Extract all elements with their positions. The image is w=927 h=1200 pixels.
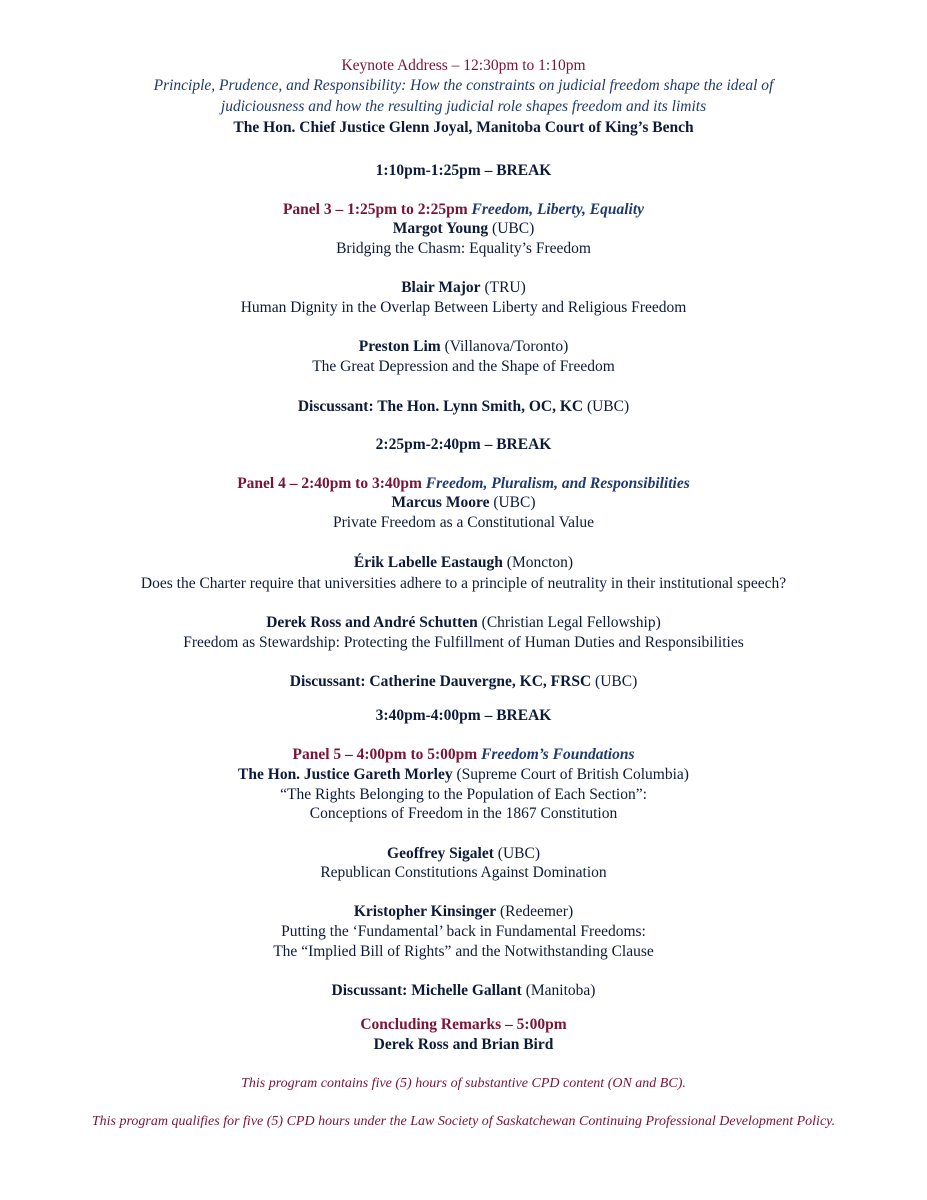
speaker-affiliation: (UBC) [497, 845, 540, 862]
panel4-talk-title-3: Freedom as Stewardship: Protecting the Fulfillment of Human Duties and Responsibilities [183, 634, 744, 651]
panel3-speaker-1 [0, 219, 927, 238]
panel5-talk-title-1b: Conceptions of Freedom in the 1867 Constitution [309, 805, 618, 822]
panel4-speaker-1 [0, 493, 927, 512]
panel5-theme: Freedom’s Foundations [481, 746, 635, 763]
speaker-affiliation: (Supreme Court of British Columbia) [456, 766, 689, 783]
keynote-speaker: The Hon. Chief Justice Glenn Joyal, Manitoba Court of King’s Bench [233, 119, 694, 136]
discussant-affiliation: (UBC) [595, 673, 638, 690]
panel5-talk-title-3a: Putting the ‘Fundamental’ back in Fundamental Freedoms: [281, 923, 646, 940]
panel4-heading: Panel 4 – 2:40pm to 3:40pm [237, 475, 422, 492]
keynote-title-line2: judiciousness and how the resulting judicial role shapes freedom and its limits [220, 98, 707, 115]
panel5-talk-title-3b: The “Implied Bill of Rights” and the Notwithstanding Clause [273, 943, 654, 960]
speaker-name: Margot Young [392, 220, 489, 237]
speaker-affiliation: (TRU) [484, 279, 526, 296]
concluding-heading: Concluding Remarks – 5:00pm [360, 1016, 567, 1033]
speaker-affiliation: (Moncton) [506, 554, 574, 571]
panel4-speaker-2 [0, 553, 927, 572]
panel3-talk-title-1: Bridging the Chasm: Equality’s Freedom [336, 240, 591, 257]
speaker-name: Érik Labelle Eastaugh [353, 554, 503, 571]
break-1: 1:10pm-1:25pm – BREAK [375, 162, 552, 179]
panel3-speaker-3 [0, 337, 927, 356]
panel4-theme: Freedom, Pluralism, and Responsibilities [425, 475, 690, 492]
cpd-note-on-bc: This program contains five (5) hours of substantive CPD content (ON and BC). [241, 1076, 686, 1091]
panel3-heading: Panel 3 – 1:25pm to 2:25pm [282, 201, 468, 218]
panel5-speaker-2 [0, 844, 927, 863]
discussant-affiliation: (UBC) [586, 398, 630, 415]
panel5-speaker-1 [0, 765, 927, 784]
speaker-affiliation: (UBC) [493, 494, 536, 511]
cpd-note-sk: This program qualifies for five (5) CPD hours under the Law Society of Saskatchewan Continuing Professional Development Policy. [91, 1114, 836, 1129]
speaker-affiliation: (Redeemer) [499, 903, 574, 920]
break-2: 2:25pm-2:40pm – BREAK [375, 436, 552, 453]
speaker-name: Kristopher Kinsinger [353, 903, 497, 920]
speaker-affiliation: (Christian Legal Fellowship) [481, 614, 661, 631]
panel5-discussant [0, 981, 927, 1000]
speaker-name: Marcus Moore [391, 494, 490, 511]
break-3: 3:40pm-4:00pm – BREAK [375, 707, 552, 724]
speaker-name: Preston Lim [358, 338, 441, 355]
speaker-name: Blair Major [401, 279, 481, 296]
panel4-talk-title-1: Private Freedom as a Constitutional Value [332, 514, 595, 531]
panel4-talk-title-2: Does the Charter require that universities adhere to a principle of neutrality in their institutional speech? [140, 575, 787, 592]
panel5-talk-title-1a: “The Rights Belonging to the Population of Each Section”: [280, 786, 647, 803]
panel5-speaker-3 [0, 902, 927, 921]
panel5-talk-title-2: Republican Constitutions Against Domination [320, 864, 607, 881]
panel4-header [0, 474, 927, 493]
speaker-affiliation: (UBC) [492, 220, 535, 237]
panel3-header [0, 200, 927, 219]
discussant-label: Discussant: Michelle Gallant [331, 982, 522, 999]
panel3-speaker-2 [0, 278, 927, 297]
speaker-name: Derek Ross and André Schutten [266, 614, 478, 631]
keynote-title-line1: Principle, Prudence, and Responsibility: How the constraints on judicial freedom shape the ideal of [153, 77, 774, 94]
panel4-speaker-3 [0, 613, 927, 632]
panel3-talk-title-2: Human Dignity in the Overlap Between Liberty and Religious Freedom [240, 299, 687, 316]
keynote-heading: Keynote Address – 12:30pm to 1:10pm [341, 57, 586, 74]
speaker-name: Geoffrey Sigalet [387, 845, 494, 862]
panel3-theme: Freedom, Liberty, Equality [471, 201, 645, 218]
concluding-speakers: Derek Ross and Brian Bird [373, 1036, 554, 1053]
speaker-affiliation: (Villanova/Toronto) [444, 338, 569, 355]
speaker-name: The Hon. Justice Gareth Morley [238, 766, 453, 783]
panel5-header [0, 745, 927, 764]
discussant-label: Discussant: The Hon. Lynn Smith, OC, KC [297, 398, 584, 415]
panel4-discussant [0, 672, 927, 691]
panel3-talk-title-3: The Great Depression and the Shape of Freedom [312, 358, 615, 375]
panel5-heading: Panel 5 – 4:00pm to 5:00pm [292, 746, 478, 763]
discussant-affiliation: (Manitoba) [525, 982, 596, 999]
panel3-discussant [0, 397, 927, 416]
discussant-label: Discussant: Catherine Dauvergne, KC, FRSC [289, 673, 592, 690]
